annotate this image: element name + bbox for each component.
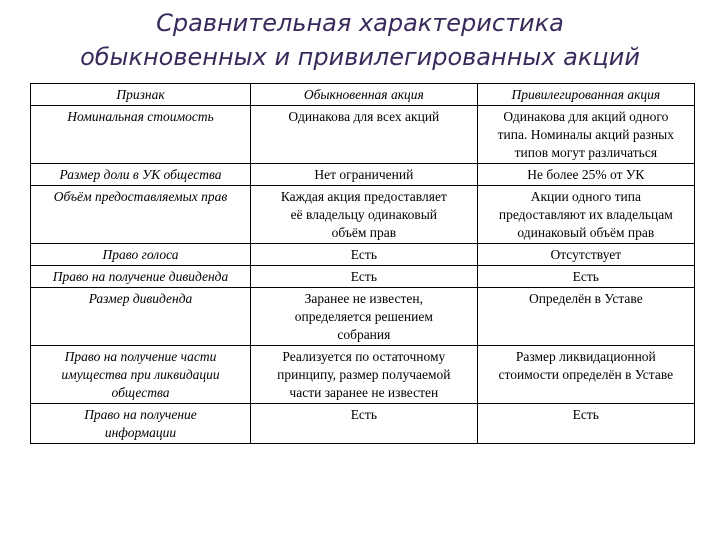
cell-line: информации [104,425,177,440]
cell-line: Право голоса [102,247,179,262]
cell-line: её владельцу одинаковый [290,207,438,222]
cell-line: типов могут различаться [514,145,658,160]
cell-line: Заранее не известен, [304,291,423,306]
cell-line: стоимости определён в Уставе [498,367,674,382]
cell-line: одинаковый объём прав [517,225,655,240]
cell-line: собрания [337,327,391,342]
title-line-2: обыкновенных и привилегированных акций [80,43,640,71]
feature-cell [31,244,251,266]
cell-line: Не более 25% от УК [527,167,645,182]
table-body [31,106,695,444]
page-title [0,6,720,74]
feature-cell [31,266,251,288]
cell-line: Есть [350,247,377,262]
cell-line: общества [111,385,170,400]
feature-cell [31,288,251,346]
table-header-row [31,84,695,106]
preferred-share-cell [477,288,694,346]
table-row [31,346,695,404]
preferred-share-cell [477,346,694,404]
preferred-share-cell [477,164,694,186]
cell-line: Право на получение дивиденда [52,269,229,284]
cell-line: Есть [350,269,377,284]
common-share-cell [251,164,478,186]
table-row [31,244,695,266]
table-row [31,288,695,346]
cell-line: объём прав [331,225,397,240]
common-share-cell [251,244,478,266]
feature-cell [31,106,251,164]
cell-line: предоставляют их владельцам [498,207,673,222]
cell-line: Отсутствует [550,247,622,262]
preferred-share-cell [477,266,694,288]
cell-line: определяется решением [294,309,433,324]
cell-line: типа. Номиналы акций разных [497,127,674,142]
header-preferred-share: Привилегированная акция [477,84,694,106]
table-row [31,164,695,186]
header-feature: Признак [31,84,251,106]
table-row [31,106,695,164]
feature-cell [31,346,251,404]
preferred-share-cell [477,106,694,164]
cell-line: Определён в Уставе [528,291,643,306]
cell-line: Каждая акция предоставляет [280,189,447,204]
title-line-1: Сравнительная характеристика [156,9,564,37]
cell-line: Одинакова для всех акций [288,109,440,124]
cell-line: принципу, размер получаемой [277,367,451,382]
cell-line: Размер доли в УК общества [59,167,222,182]
cell-line: Есть [572,269,599,284]
table-row [31,404,695,444]
cell-line: Объём предоставляемых прав [53,189,228,204]
preferred-share-cell [477,404,694,444]
feature-cell [31,404,251,444]
table-row [31,186,695,244]
cell-line: Нет ограничений [314,167,414,182]
preferred-share-cell [477,186,694,244]
common-share-cell [251,186,478,244]
header-common-share: Обыкновенная акция [251,84,478,106]
table-row [31,266,695,288]
feature-cell [31,186,251,244]
cell-line: Размер дивиденда [88,291,193,306]
cell-line: Размер ликвидационной [515,349,656,364]
common-share-cell [251,288,478,346]
common-share-cell [251,404,478,444]
cell-line: Акции одного типа [530,189,641,204]
feature-cell [31,164,251,186]
cell-line: Номинальная стоимость [67,109,214,124]
common-share-cell [251,106,478,164]
preferred-share-cell [477,244,694,266]
cell-line: Право на получение части [64,349,217,364]
cell-line: Есть [572,407,599,422]
comparison-table [30,83,695,444]
cell-line: имущества при ликвидации [61,367,220,382]
cell-line: Одинакова для акций одного [503,109,669,124]
cell-line: части заранее не известен [289,385,439,400]
cell-line: Право на получение [84,407,197,422]
cell-line: Есть [350,407,377,422]
common-share-cell [251,346,478,404]
cell-line: Реализуется по остаточному [282,349,446,364]
common-share-cell [251,266,478,288]
